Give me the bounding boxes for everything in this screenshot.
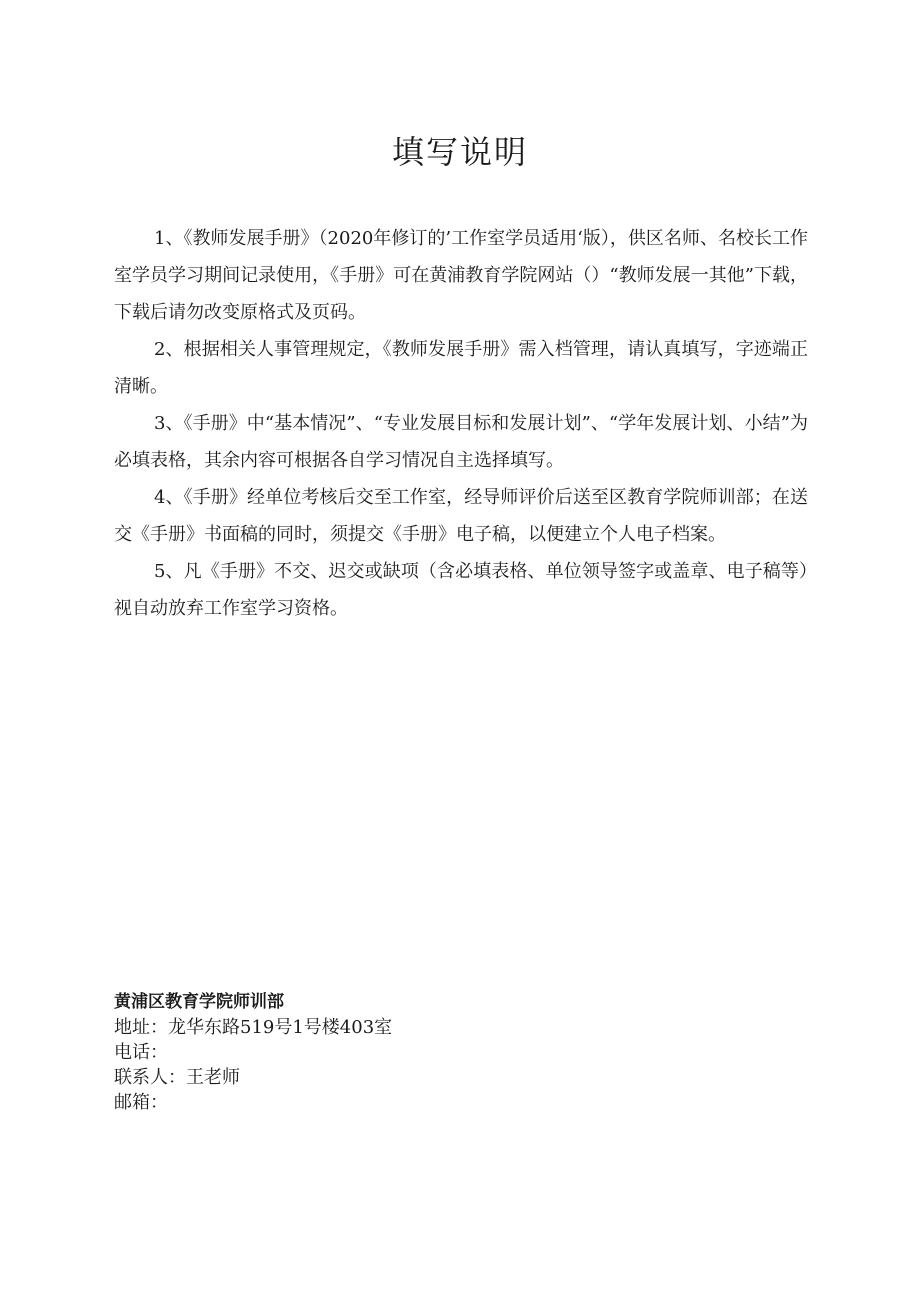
contact-email: 邮箱：: [114, 1092, 168, 1113]
instruction-item-3: 3、《手册》中“基本情况”、“专业发展目标和发展计划”、“学年发展计划、小结”为必填表格，其余内容可根据各自学习情况自主选择填写。: [114, 413, 808, 471]
instruction-item-1: 1、《教师发展手册》（2020年修订的’工作室学员适用‘版），供区名师、名校长工作室学员学习期间记录使用，《手册》可在黄浦教育学院网站（）“教师发展一其他”下载，下载后请勿改变原格式及页码。: [114, 228, 808, 323]
contact-phone: 电话：: [114, 1042, 168, 1063]
instruction-item-5: 5、凡《手册》不交、迟交或缺项（含必填表格、单位领导签字或盖章、电子稿等）视自动放弃工作室学习资格。: [114, 561, 808, 619]
instruction-item-4: 4、《手册》经单位考核后交至工作室，经导师评价后送至区教育学院师训部；在送交《手册》书面稿的同时，须提交《手册》电子稿，以便建立个人电子档案。: [114, 487, 808, 545]
contact-block: [114, 990, 808, 1115]
contact-organization: 黄浦区教育学院师训部: [114, 992, 284, 1012]
instruction-item-2: 2、根据相关人事管理规定，《教师发展手册》需入档管理，请认真填写，字迹端正清晰。: [114, 339, 808, 397]
instruction-list: [114, 220, 808, 627]
contact-address: 地址：龙华东路519号1号楼403室: [114, 1017, 393, 1038]
contact-person: 联系人：王老师: [114, 1067, 240, 1088]
page-title: 填写说明: [391, 133, 528, 171]
